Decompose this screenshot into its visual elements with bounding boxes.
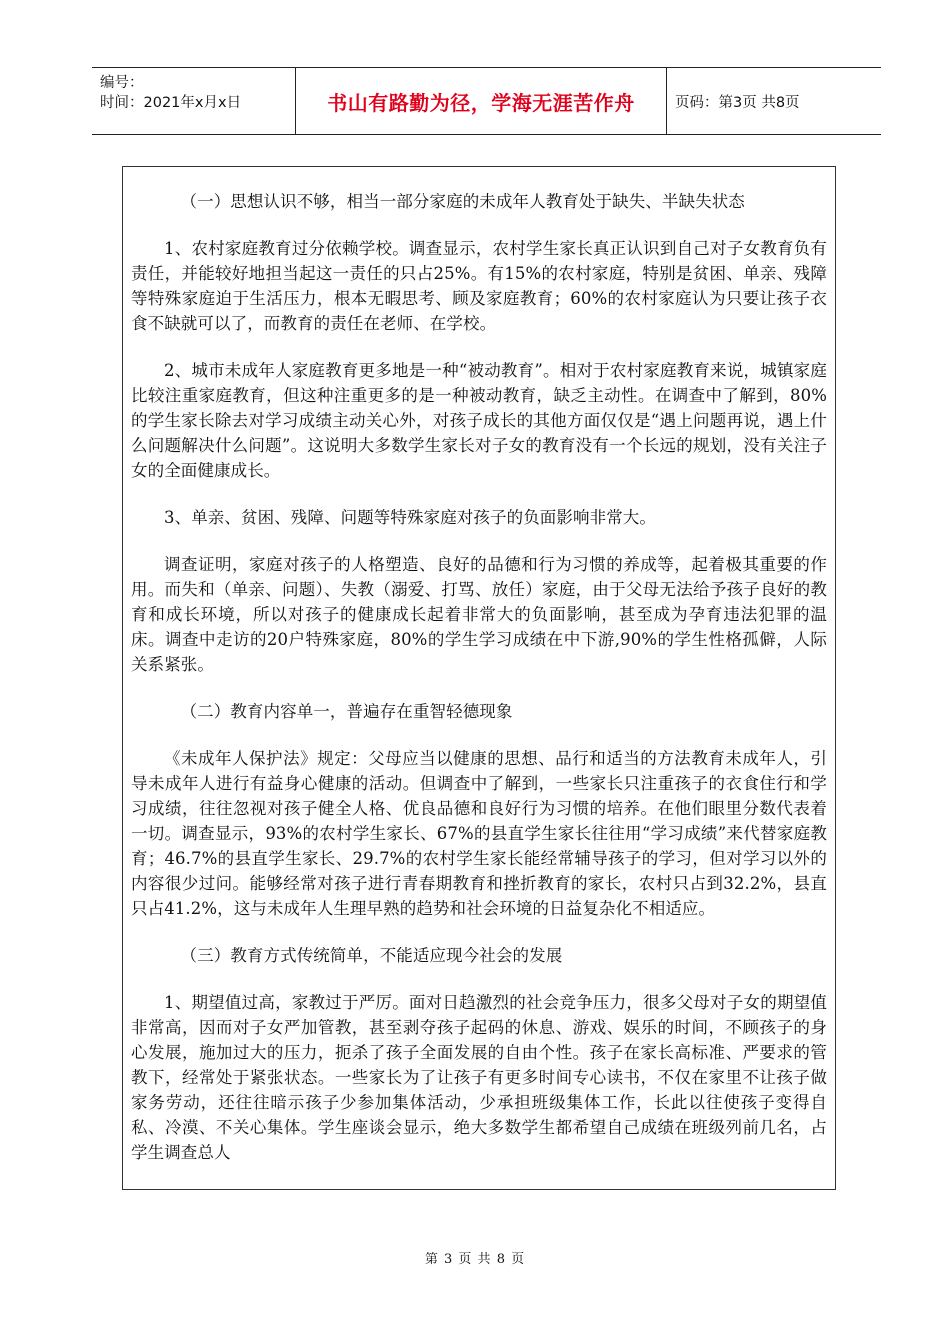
header-page-label: 页码：第3页 共8页 <box>675 94 800 111</box>
number-label: 编号： <box>100 75 144 91</box>
content-box <box>122 166 836 1190</box>
paragraph: 1、期望值过高，家教过于严厉。面对日趋激烈的社会竞争压力，很多父母对子女的期望值非常高，因而对子女严加管教，甚至剥夺孩子起码的休息、游戏、娱乐的时间，不顾孩子的身心发展，施加过大的压力，扼杀了孩子全面发展的自由个性。孩子在家长高标准、严要求的管教下，经常处于紧张状态。一些家长为了让孩子有更多时间专心读书，不仅在家里不让孩子做家务劳动，还往往暗示孩子少参加集体活动，少承担班级集体工作，长此以往使孩子变得自私、冷漠、不关心集体。学生座谈会显示，绝大多数学生都希望自己成绩在班级列前几名，占学生调查总人 <box>131 993 827 1162</box>
paragraph: 《未成年人保护法》规定：父母应当以健康的思想、品行和适当的方法教育未成年人，引导未成年人进行有益身心健康的活动。但调查中了解到，一些家长只注重孩子的衣食住行和学习成绩，往往忽视对孩子健全人格、优良品德和良好行为习惯的培养。在他们眼里分数代表着一切。调查显示，93%的农村学生家长、67%的县直学生家长往往用“学习成绩”来代替家庭教育；46.7%的县直学生家长、29.7%的农村学生家长能经常辅导孩子的学习，但对学习以外的内容很少过问。能够经常对孩子进行青春期教育和挫折教育的家长，农村只占到32.2%，县直只占41.2%，这与未成年人生理早熟的趋势和社会环境的日益复杂化不相适应。 <box>131 749 827 918</box>
paragraph: 2、城市未成年人家庭教育更多地是一种“被动教育”。相对于农村家庭教育来说，城镇家庭比较注重家庭教育，但这种注重更多的是一种被动教育，缺乏主动性。在调查中了解到，80%的学生家长除去对学习成绩主动关心外，对孩子成长的其他方面仅仅是“遇上问题再说，遇上什么问题解决什么问题”。这说明大多数学生家长对子女的教育没有一个长远的规划，没有关注子女的全面健康成长。 <box>131 361 827 480</box>
section-heading-3: （三）教育方式传统简单，不能适应现今社会的发展 <box>180 946 563 965</box>
page-header <box>92 67 881 135</box>
paragraph: 调查证明，家庭对孩子的人格塑造、良好的品德和行为习惯的养成等，起着极其重要的作用。而失和（单亲、问题）、失教（溺爱、打骂、放任）家庭，由于父母无法给予孩子良好的教育和成长环境，所以对孩子的健康成长起着非常大的负面影响，甚至成为孕育违法犯罪的温床。调查中走访的20户特殊家庭，80%的学生学习成绩在中下游,90%的学生性格孤僻，人际关系紧张。 <box>131 555 827 674</box>
paragraph: 1、农村家庭教育过分依赖学校。调查显示，农村学生家长真正认识到自己对子女教育负有责任，并能较好地担当起这一责任的只占25%。有15%的农村家庭，特别是贫困、单亲、残障等特殊家庭迫于生活压力，根本无暇思考、顾及家庭教育；60%的农村家庭认为只要让孩子衣食不缺就可以了，而教育的责任在老师、在学校。 <box>131 239 827 333</box>
page-footer: 第 3 页 共 8 页 <box>424 1252 526 1267</box>
section-heading-2: （二）教育内容单一，普遍存在重智轻德现象 <box>180 702 513 721</box>
body-text <box>131 189 827 1187</box>
section-heading-1: （一）思想认识不够，相当一部分家庭的未成年人教育处于缺失、半缺失状态 <box>180 192 745 211</box>
time-label: 时间：2021年x月x日 <box>100 95 242 111</box>
header-meta <box>92 68 296 134</box>
paragraph: 3、单亲、贫困、残障、问题等特殊家庭对孩子的负面影响非常大。 <box>164 508 656 527</box>
header-motto: 书山有路勤为径，学海无涯苦作舟 <box>296 68 667 134</box>
